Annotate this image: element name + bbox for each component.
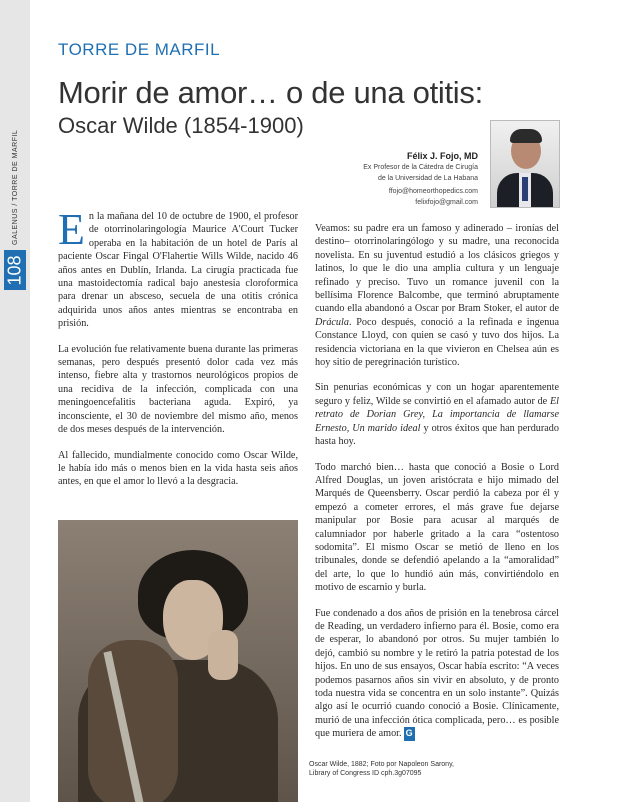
paragraph-text: Sin penurias económicas y con un hogar aparentemente seguro y feliz, Wilde se convirtió en el afamado autor de (315, 382, 559, 407)
page-sidebar (0, 0, 30, 802)
column-left (58, 205, 298, 501)
author-block (363, 151, 478, 207)
paragraph: Todo marchó bien… hasta que conoció a Bosie o Lord Alfred Douglas, un joven aristócrata e hijo mimado del Marqués de Queensberry. Oscar perdió la cabeza por él y empezó a cometer errores, el más grave fue dejarse manipular por Bosie para acusar al marqués de calumniador por haberle gritado a la cara “ostentoso sodomita”. El mismo Oscar se metió de lleno en los tribunales, donde se defendió apelando a la “amoralidad” del arte, lo que lo hundió aún más, convirtiéndolo en motivo de escarnio y burla. (315, 461, 559, 594)
paragraph-text: n la mañana del 10 de octubre de 1900, el profesor de otorrinolaringología Maurice A'Court Tucker operaba en la habitación de un hotel de París al paciente Oscar Fingal O'Flahertie Wills Wilde, nacido 46 años antes en Dublín, Irlanda. La cirugía practicada fue una mastoidectomía radical bajo anestesia cloroformica para drenar un absceso, secuela de una otitis crónica adquirida unos años antes mientras se encontraba en prisión. (58, 211, 298, 330)
oscar-wilde-photo (58, 520, 298, 802)
end-mark: G (404, 727, 415, 740)
paragraph-text: y otros éxitos que han perdurado hasta hoy. (315, 422, 559, 448)
author-role-2: de la Universidad de La Habana (377, 175, 478, 182)
caption-line-2: Library of Congress ID cph.3g07095 (309, 770, 422, 777)
author-photo-tie (522, 177, 528, 201)
author-email-2[interactable]: felixfojo@gmail.com (415, 199, 478, 206)
photo-caption (309, 760, 489, 778)
author-email-1[interactable]: ffojo@homeorthopedics.com (388, 188, 478, 195)
page-number-text: 108 (4, 254, 25, 286)
paragraph (58, 205, 298, 331)
drop-cap: E (58, 205, 85, 254)
sidebar-band (0, 0, 30, 802)
paragraph (315, 222, 559, 369)
page-number (4, 250, 26, 290)
article-subtitle: Oscar Wilde (1854-1900) (58, 113, 304, 138)
paragraph: La evolución fue relativamente buena durante las primeras semanas, pero después presentó dolor cada vez más intenso, fiebre alta y trastornos neurológicos propios de una recidiva de la infección, complicada con una meningoencefalitis bacteriana aguda. Expiró, ya inconsciente, el 30 de noviembre del mismo año, menos de dos meses después de la intervención. (58, 343, 298, 436)
column-right (315, 222, 559, 753)
author-photo-hair (510, 129, 542, 143)
paragraph: Al fallecido, mundialmente conocido como Oscar Wilde, le había ido más o menos bien en la vida hasta seis años antes, en que el amor lo llevó a la desgracia. (58, 449, 298, 488)
section-title: TORRE DE MARFIL (58, 40, 221, 59)
paragraph (315, 607, 559, 741)
author-role-1: Ex Profesor de la Cátedra de Cirugía (363, 164, 478, 171)
book-titles: El retrato de Dorian Grey, La importancia de llamarse Ernesto, Un marido ideal (315, 395, 559, 434)
paragraph (315, 381, 559, 448)
article-title: Morir de amor… o de una otitis: (58, 75, 483, 110)
author-photo (490, 120, 560, 208)
paragraph-text: . Poco después, conoció a la refinada e ingenua Constance Lloyd, con quien se casó y tuvo dos hijos. La residencia victoriana en la que vivieron en Chelsea aún es hoy sitio de peregrinación turístico. (315, 316, 559, 369)
book-title: Drácula (315, 316, 349, 328)
caption-line-1: Oscar Wilde, 1882; Foto por Napoleon Sarony, (309, 761, 455, 768)
author-name: Félix J. Fojo, MD (406, 151, 478, 161)
paragraph-text: Fue condenado a dos años de prisión en la tenebrosa cárcel de Reading, un verdadero infierno para él. Bosie, como era de esperar, lo abandonó por otros. Su mujer también lo dejó, cambió su nombre y le retiró la patria potestad de los hijos. En uno de sus ensayos, Oscar había escrito: “A veces podemos pasarnos años sin vivir en absoluto, y de pronto toda nuestra vida se concentra en un solo instante”. Quizás algo así le ocurrió cuando conoció a Bosie. Clínicamente, murió de una infección ótica complicada, pero… es posible que muriera de amor. (315, 607, 559, 740)
paragraph-text: Veamos: su padre era un famoso y adinerado – ironías del destino– otorrinolaringólogo y su madre, una reconocida novelista. En su juventud estudió a los clásicos griegos y latinos, lo que le dio una amplia cultura y un lenguaje refinado y preciso. Tuvo un romance juvenil con la bellísima Florence Balcombe, que terminó abruptamente cuando ella abandonó a Oscar por Bram Stoker, el autor de (315, 223, 559, 315)
photo-hand (208, 630, 238, 680)
sidebar-label: GALENUS / TORRE DE MARFIL (12, 129, 19, 245)
